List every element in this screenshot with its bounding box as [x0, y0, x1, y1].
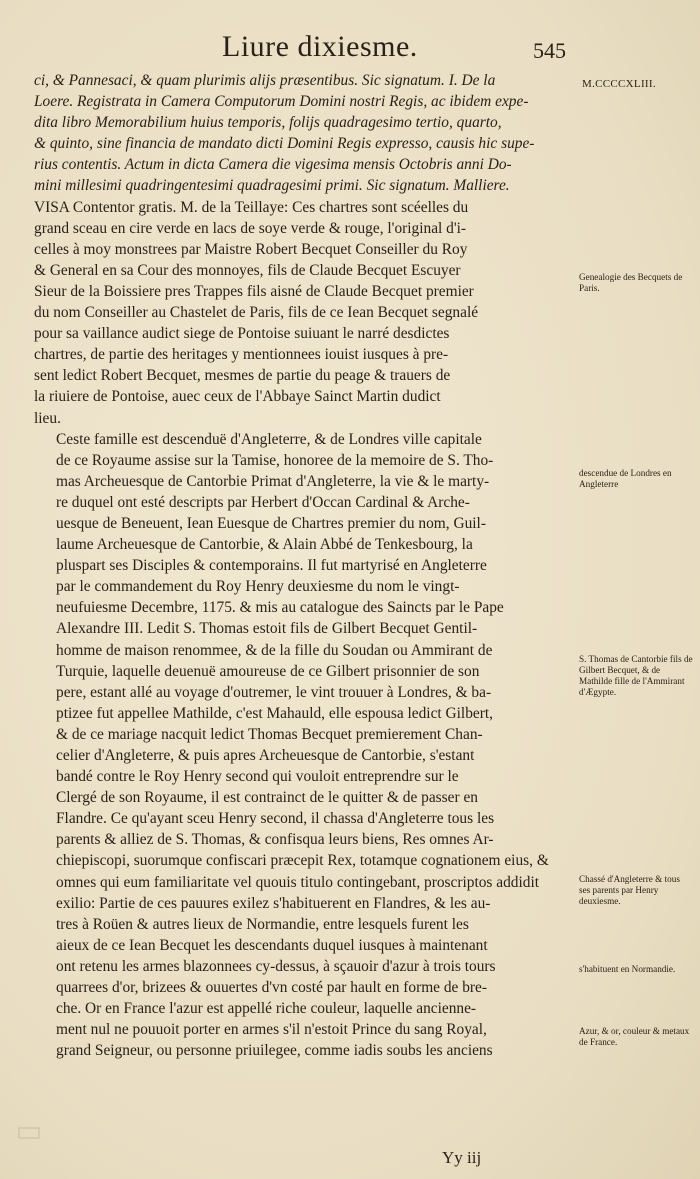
text-line: Flandre. Ce qu'ayant sceu Henry second, il chassa d'Angleterre tous les [56, 810, 495, 828]
text-line: & de ce mariage nacquit ledict Thomas Becquet premierement Chan- [56, 725, 483, 743]
text-line: & General en sa Cour des monnoyes, fils de Claude Becquet Escuyer [34, 261, 461, 279]
text-line: & quinto, sine financia de mandato dicti Domini Regis expresso, causis hic supe- [34, 135, 535, 153]
text-line: VISA Contentor gratis. M. de la Teillaye: Ces chartres sont scéelles du [34, 198, 469, 216]
text-line: neufuiesme Decembre, 1175. & mis au catalogue des Saincts par le Pape [56, 599, 504, 617]
text-line: rius contentis. Actum in dicta Camera die vigesima mensis Octobris anni Do- [34, 156, 512, 174]
text-line: Alexandre III. Ledit S. Thomas estoit fils de Gilbert Becquet Gentil- [56, 620, 478, 638]
text-line: quarrees d'or, brizees & ouuertes d'vn costé par hault en forme de bre- [56, 979, 487, 997]
text-line: chartres, de partie des heritages y mentionnees iouist iusques à pre- [34, 346, 449, 364]
page-number: 545 [533, 38, 566, 63]
text-line: mini millesimi quadringentesimi quadragesimi primi. Sic signatum. Malliere. [34, 177, 510, 195]
text-line: la riuiere de Pontoise, auec ceux de l'Abbaye Sainct Martin dudict [34, 388, 441, 406]
running-title: Liure dixiesme. [222, 30, 418, 63]
text-line: du nom Conseiller au Chastelet de Paris, fils de ce Iean Becquet segnalé [34, 304, 479, 322]
text-line: homme de maison renommee, & de la fille du Soudan ou Ammirant de [56, 641, 493, 659]
paragraph-latin-charter [34, 70, 572, 197]
text-line: grand Seigneur, ou personne priuilegee, comme iadis soubs les anciens [56, 1042, 493, 1060]
text-line: sent ledict Robert Becquet, mesmes de partie du peage & trauers de [34, 367, 451, 385]
text-line: pour sa vaillance audict siege de Pontoise suiuant le narré desdictes [34, 325, 450, 343]
text-line: exilio: Partie de ces pauures exilez s'habituerent en Flandres, & les au- [56, 894, 491, 912]
margin-year: M.CCCCXLIII. [582, 78, 656, 90]
text-line: tres à Roüen & autres lieux de Normandie, entre lesquels furent les [56, 915, 469, 933]
margin-note-saint-thomas: S. Thomas de Cantorbie fils de Gilbert Becquet, & de Mathilde fille de l'Ammirant d'Ægypte. [579, 654, 693, 697]
paragraph-family-history [34, 429, 572, 1062]
text-line: Turquie, laquelle deuenuë amoureuse de ce Gilbert prisonnier de son [56, 662, 480, 680]
text-line: ptizee fut appellee Mathilde, c'est Mahauld, elle espousa ledict Gilbert, [56, 704, 493, 722]
text-line: Ceste famille est descenduë d'Angleterre, & de Londres ville capitale [56, 430, 482, 448]
text-line: aieux de ce Iean Becquet les descendants duquel iusques à maintenant [56, 936, 488, 954]
text-line: parents & alliez de S. Thomas, & confisqua leurs biens, Res omnes Ar- [56, 831, 494, 849]
margin-note-azur: Azur, & or, couleur & metaux de France. [579, 1026, 690, 1047]
text-line: celles à moy monstrees par Maistre Robert Becquet Conseiller du Roy [34, 240, 468, 258]
text-line: omnes qui eum familiaritate vel quouis titulo contingebant, proscriptos addidit [56, 873, 540, 891]
text-line: Loere. Registrata in Camera Computorum Domini nostri Regis, ac ibidem expe- [34, 93, 529, 111]
text-line: grand sceau en cire verde en lacs de soye verde & rouge, l'original d'i- [34, 219, 467, 237]
text-line: par le commandement du Roy Henry deuxiesme du nom le vingt- [56, 578, 460, 596]
text-line: bandé contre le Roy Henry second qui vouloit entreprendre sur le [56, 768, 459, 786]
text-line: laume Archeuesque de Cantorbie, & Alain Abbé de Tenkesbourg, la [56, 536, 473, 554]
text-line: lieu. [34, 409, 61, 427]
text-line: re duquel ont esté descripts par Herbert d'Occan Cardinal & Arche- [56, 493, 470, 511]
text-line: pere, estant allé au voyage d'outremer, le vint trouuer à Londres, & ba- [56, 683, 492, 701]
text-line: Clergé de son Royaume, il est contrainct de le quitter & de passer en [56, 789, 478, 807]
margin-note-londres: descendue de Londres en Angleterre [579, 468, 672, 489]
text-line: uesque de Beneuent, Iean Euesque de Chartres premier du nom, Guil- [56, 514, 486, 532]
margin-note-normandie: s'habituent en Normandie. [579, 964, 676, 974]
text-line: chiepiscopi, suorumque confiscari præcepit Rex, totamque cognationem eius, & [56, 852, 549, 870]
paragraph-visa [34, 197, 572, 429]
library-stamp-icon [18, 1126, 40, 1140]
text-line: mas Archeuesque de Cantorbie Primat d'Angleterre, la vie & le marty- [56, 472, 490, 490]
margin-note-chasse: Chassé d'Angleterre & tous ses parents par Henry deuxiesme. [579, 874, 680, 906]
text-line: che. Or en France l'azur est appellé riche couleur, laquelle ancienne- [56, 1000, 477, 1018]
text-line: Sieur de la Boissiere pres Trappes fils aisné de Claude Becquet premier [34, 282, 474, 300]
running-head [0, 30, 700, 70]
text-line: celier d'Angleterre, & puis apres Archeuesque de Cantorbie, s'estant [56, 747, 475, 764]
text-line: ci, & Pannesaci, & quam plurimis alijs præsentibus. Sic signatum. I. De la [34, 72, 496, 89]
text-line: pluspart ses Disciples & contemporains. Il fut martyrisé en Angleterre [56, 557, 487, 575]
text-line: dita libro Memorabilium huius temporis, folijs quadragesimo tertio, quarto, [34, 114, 502, 132]
main-text [34, 70, 572, 1061]
text-line: ment nul ne pouuoit porter en armes s'il n'estoit Prince du sang Royal, [56, 1021, 487, 1039]
text-line: ont retenu les armes blazonnees cy-dessus, à sçauoir d'azur à trois tours [56, 957, 496, 975]
text-line: de ce Royaume assise sur la Tamise, honoree de la memoire de S. Tho- [56, 451, 494, 469]
margin-note-genealogie: Genealogie des Becquets de Paris. [579, 272, 683, 293]
signature-mark: Yy iij [442, 1148, 482, 1167]
